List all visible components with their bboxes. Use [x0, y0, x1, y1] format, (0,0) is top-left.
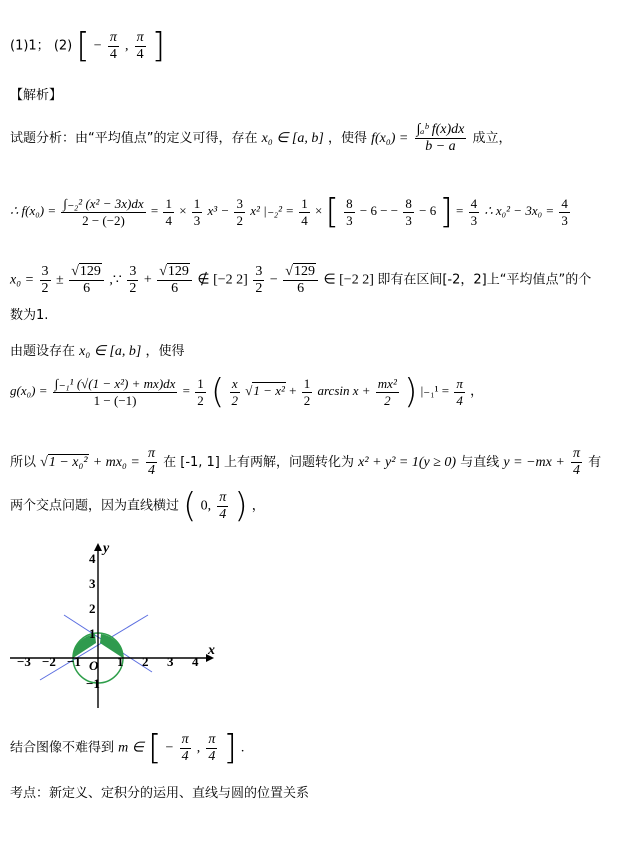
- conclusion-line: 结合图像不难得到 m ∈ [ − $\frac{\pi}{4}$ , $\frac{\pi}{4}$ ] .: [10, 728, 245, 768]
- x-tick-label: 2: [142, 654, 149, 669]
- y-tick-label: −1: [86, 676, 100, 691]
- pi-over-4-frac: $\frac{\pi}{4}$: [136, 29, 144, 62]
- pi-over-4-frac: $\frac{\pi}{4}$: [109, 29, 117, 62]
- analysis-heading: 【解析】: [10, 88, 63, 103]
- x-tick-label: 4: [192, 654, 199, 669]
- x-tick-label: 3: [167, 654, 174, 669]
- answer-line: (1)1； (2) [ − $\frac{\pi}{4}$ , $\frac{\pi}{4}$ ]: [10, 26, 166, 66]
- mean-value-lhs: f(x₀) =: [371, 131, 409, 146]
- integral-frac: $\frac{\text{∫₋₂² (x² − 3x)dx}}{2 - (-2)}$: [63, 195, 144, 228]
- analysis-line: 试题分析：由“平均值点”的定义可得，存在 x₀ ∈ [a, b] ，使得 f(x₀) = $\frac{\text{∫ₐᵇ f(x)dx}}{b - a}$ 成立，: [10, 122, 512, 154]
- x-tick-label: −3: [17, 654, 31, 669]
- x-tick-label: −1: [67, 654, 81, 669]
- open-bracket: [: [76, 26, 90, 66]
- x0-solution-line-2: 数为1.: [10, 308, 49, 323]
- x0-in-interval: x₀ ∈ [a, b]: [261, 131, 324, 146]
- g-integral-line: g(x₀) = $\frac{\text{∫₋₁¹ (√(1 − x²) + mx)dx}}{1 - (-1)}$ = $\frac{1}{2}$ ( $\frac{x}{2}$ √1 − x² + $\frac{1}{2}$ arcsin x + $\frac{\text{mx²}}{2}$ ) |₋₁¹ = $\frac{\pi}{4}$ ，: [10, 372, 484, 412]
- close-bracket: ]: [151, 26, 166, 66]
- reduction-line: 所以 √1 − x₀² + mx₀ = $\frac{\pi}{4}$ 在 [-1, 1] 上有两解，问题转化为 x² + y² = 1(y ≥ 0) 与直线 y = −mx + $\frac{\pi}{4}$ 有: [10, 446, 602, 478]
- y-axis-arrow-icon: [94, 543, 102, 551]
- y-tick-label: 1: [89, 626, 96, 641]
- answer-part2-label: (2): [53, 38, 73, 54]
- y-tick-label: 4: [89, 551, 96, 566]
- x-tick-label: 1: [117, 654, 124, 669]
- x-axis-label: x: [208, 643, 215, 658]
- y-tick-label: 3: [89, 576, 96, 591]
- neg-sign: −: [93, 38, 102, 54]
- reduction-line-2: 两个交点问题，因为直线横过 ( 0, $\frac{\pi}{4}$ ) ，: [10, 486, 265, 526]
- answer-part1: (1)1；: [10, 38, 50, 54]
- x-tick-label: −2: [42, 654, 56, 669]
- circle-line-graph: [0, 530, 240, 710]
- assumption-line: 由题设存在 x₀ ∈ [a, b] ，使得: [10, 344, 185, 359]
- y-axis-label: y: [103, 541, 110, 556]
- x-tick-labels: [17, 654, 199, 669]
- mean-value-fraction: $\frac{\text{∫ₐᵇ f(x)dx}}{b - a}$: [416, 122, 465, 154]
- x0-solution-line: x₀ = $\frac{3}{2}$ ± $\frac{√129}{6}$ ,∵ $\frac{3}{2}$ + $\frac{√129}{6}$ ∉ [−2 2] $\frac{3}{2}$ − $\frac{√129}{6}$ ∈ [−2 2] 即有在区间[-2，2]上“平均值点”的个: [10, 264, 592, 296]
- origin-label: O: [89, 658, 99, 673]
- key-points: 考点：新定义、定积分的运用、直线与圆的位置关系: [10, 786, 310, 801]
- integral-computation: ∴ f(x₀) = $\frac{\text{∫₋₂² (x² − 3x)dx}}{2 - (-2)}$ = $\frac{1}{4}$ × $\frac{1}{3}$ x³ − $\frac{3}{2}$ x² |₋₂² = $\frac{1}{4}$ × [ $\frac{8}{3}$ − 6 − − $\frac{8}{3}$ − 6 ] = $\frac{4}{3}$ ∴ x₀² − 3x₀ = $\frac{4}{3}$: [10, 192, 568, 232]
- y-tick-label: 2: [89, 601, 96, 616]
